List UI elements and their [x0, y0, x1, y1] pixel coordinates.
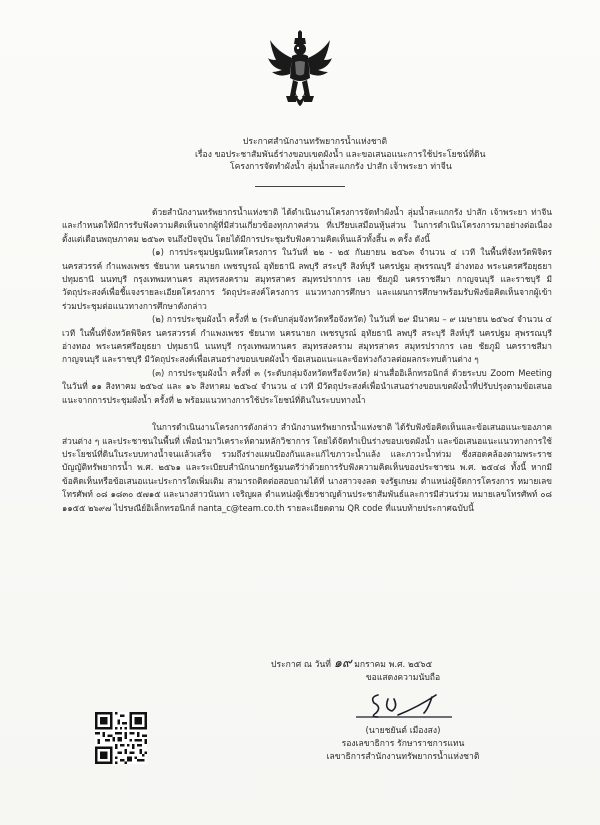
item-1-paragraph: (๑) การประชุมปฐมนิเทศโครงการ ในวันที่ ๒๒ - ๒๕ กันยายน ๒๕๖๓ จำนวน ๔ เวที ในพื้นที่จังหวัดพิจิตร นครสวรรค์ กำแพงเพชร ชัยนาท นครนายก เพชรบูรณ์ อุทัยธานี ลพบุรี สระบุรี สิงห์บุรี นครปฐม สุพรรณบุรี อ่างทอง พระนครศรีอยุธยา ปทุมธานี นนทบุรี กรุงเทพมหานคร สมุทรสงคราม สมุทรสาคร สมุทรปราการ เลย ชัยภูมิ นครราชสีมา กาญจนบุรี และราชบุรี มีวัตถุประสงค์เพื่อชี้แจงรายละเอียดโครงการ วัตถุประสงค์โครงการ แนวทางการศึกษา และแผนการศึกษาพร้อมรับฟังข้อคิดเห็นจากผู้เข้าร่วมประชุมต่อแนวทางการศึกษาดังกล่าว [62, 247, 552, 311]
item-3-paragraph: (๓) การประชุมผังน้ำ ครั้งที่ ๓ (ระดับกลุ่มจังหวัดหรือจังหวัด) ผ่านสื่ออิเล็กทรอนิกส์ ด้วยระบบ Zoom Meeting ในวันที่ ๑๑ สิงหาคม ๒๕๖๔ และ ๑๖ สิงหาคม ๒๕๖๔ จำนวน ๔ เวที มีวัตถุประสงค์เพื่อนำเสนอร่างขอบเขตผังน้ำที่ปรับปรุงตามข้อเสนอแนะจากการประชุมผังน้ำ ครั้งที่ ๒ พร้อมแนวทางการใช้ประโยชน์ที่ดินในระบบทางน้ำ [62, 367, 552, 405]
announcement-date [271, 657, 523, 672]
announcement-header [80, 136, 550, 174]
signer-name: (นายชยันต์ เมืองสง) [365, 726, 441, 736]
signer-position: รองเลขาธิการ รักษาราชการแทน [341, 739, 465, 749]
date-day: ๑๙ [333, 656, 352, 671]
announcement-subject-cont: โครงการจัดทำผังน้ำ ลุ่มน้ำสะแกกรัง ปาสัก เจ้าพระยา ท่าจีน [230, 162, 452, 172]
announcement-subject: เรื่อง ขอประชาสัมพันธ์ร่างขอบเขตผังน้ำ และขอเสนอแนะการใช้ประโยชน์ที่ดิน [195, 149, 486, 160]
intro-paragraph: ด้วยสำนักงานทรัพยากรน้ำแห่งชาติ ได้ดำเนินงานโครงการจัดทำผังน้ำ ลุ่มน้ำสะแกกรัง ปาสัก เจ้าพระยา ท่าจีน และกำหนดให้มีการรับฟังความคิดเห็นจากผู้ที่มีส่วนเกี่ยวข้องทุกภาคส่วน ที่เปรียบเสมือนหุ้นส่วน ในการดำเนินโครงการมาอย่างต่อเนื่องตั้งแต่เดือนพฤษภาคม ๒๕๖๓ จนถึงปัจจุบัน โดยได้มีการประชุมรับฟังความคิดเห็นแล้วทั้งสิ้น ๓ ครั้ง ดังนี้ [62, 207, 552, 244]
handwritten-signature-icon [348, 687, 458, 723]
date-prefix: ประกาศ ณ วันที่ [271, 660, 331, 670]
item-2-paragraph: (๒) การประชุมผังน้ำ ครั้งที่ ๒ (ระดับกลุ่มจังหวัดหรือจังหวัด) ในวันที่ ๒๙ มีนาคม – ๙ เมษายน ๒๕๖๔ จำนวน ๔ เวที ในพื้นที่จังหวัดพิจิตร นครสวรรค์ กำแพงเพชร ชัยนาท นครนายก เพชรบูรณ์ อุทัยธานี ลพบุรี สระบุรี สิงห์บุรี นครปฐม สุพรรณบุรี อ่างทอง พระนครศรีอยุธยา ปทุมธานี นนทบุรี กรุงเทพมหานคร สมุทรสงคราม สมุทรสาคร สมุทรปราการ เลย ชัยภูมิ นครราชสีมา กาญจนบุรี และราชบุรี มีวัตถุประสงค์เพื่อเสนอร่างขอบเขตผังน้ำ ข้อเสนอแนะและข้อห่วงกังวลต่อผลกระทบด้านต่าง ๆ [62, 314, 552, 365]
qr-code-icon[interactable] [95, 712, 147, 764]
announcement-body [62, 206, 552, 515]
announcement-title: ประกาศสำนักงานทรัพยากรน้ำแห่งชาติ [242, 137, 388, 147]
signature-block [271, 656, 523, 764]
header-divider [255, 186, 345, 187]
signer-organization: เลขาธิการสำนักงานทรัพยากรน้ำแห่งชาติ [326, 752, 480, 762]
closing-paragraph: ในการดำเนินงานโครงการดังกล่าว สำนักงานทรัพยากรน้ำแห่งชาติ ได้รับฟังข้อคิดเห็นและข้อเสนอแนะของภาคส่วนต่าง ๆ และประชาชนในพื้นที่ เพื่อนำมาวิเคราะห์ตามหลักวิชาการ โดยได้จัดทำเป็นร่างขอบเขตผังน้ำ และข้อเสนอแนะแนวทางการใช้ประโยชน์ที่ดินในระบบทางน้ำจนแล้วเสร็จ รวมถึงร่างแผนป้องกันและแก้ไขภาวะน้ำแล้ง และภาวะน้ำท่วม ซึ่งสอดคล้องตามพระราชบัญญัติทรัพยากรน้ำ พ.ศ. ๒๕๖๑ และระเบียบสำนักนายกรัฐมนตรีว่าด้วยการรับฟังความคิดเห็นของประชาชน พ.ศ. ๒๕๔๘ ทั้งนี้ หากมีข้อคิดเห็นหรือข้อเสนอแนะประการใดเพิ่มเติม สามารถติดต่อสอบถามได้ที่ นางสาวจงลด จงรัฐเกษม ตำแหน่งผู้จัดการโครงการ หมายเลขโทรศัพท์ ๐๘ ๑๘๓๐ ๕๗๑๕ และนางสาวนันทา เจริญผล ตำแหน่งผู้เชี่ยวชาญด้านประชาสัมพันธ์และการมีส่วนร่วม หมายเลขโทรศัพท์ ๐๘ ๑๑๕๕ ๒๖๙๗ ไปรษณีย์อิเล็กทรอนิกส์ nanta_c@team.co.th รายละเอียดตาม QR code ที่แนบท้ายประกาศฉบับนี้ [62, 422, 552, 513]
date-suffix: มกราคม พ.ศ. ๒๕๖๕ [354, 660, 433, 670]
closing-salutation: ขอแสดงความนับถือ [365, 673, 441, 683]
garuda-emblem-icon [268, 30, 332, 118]
